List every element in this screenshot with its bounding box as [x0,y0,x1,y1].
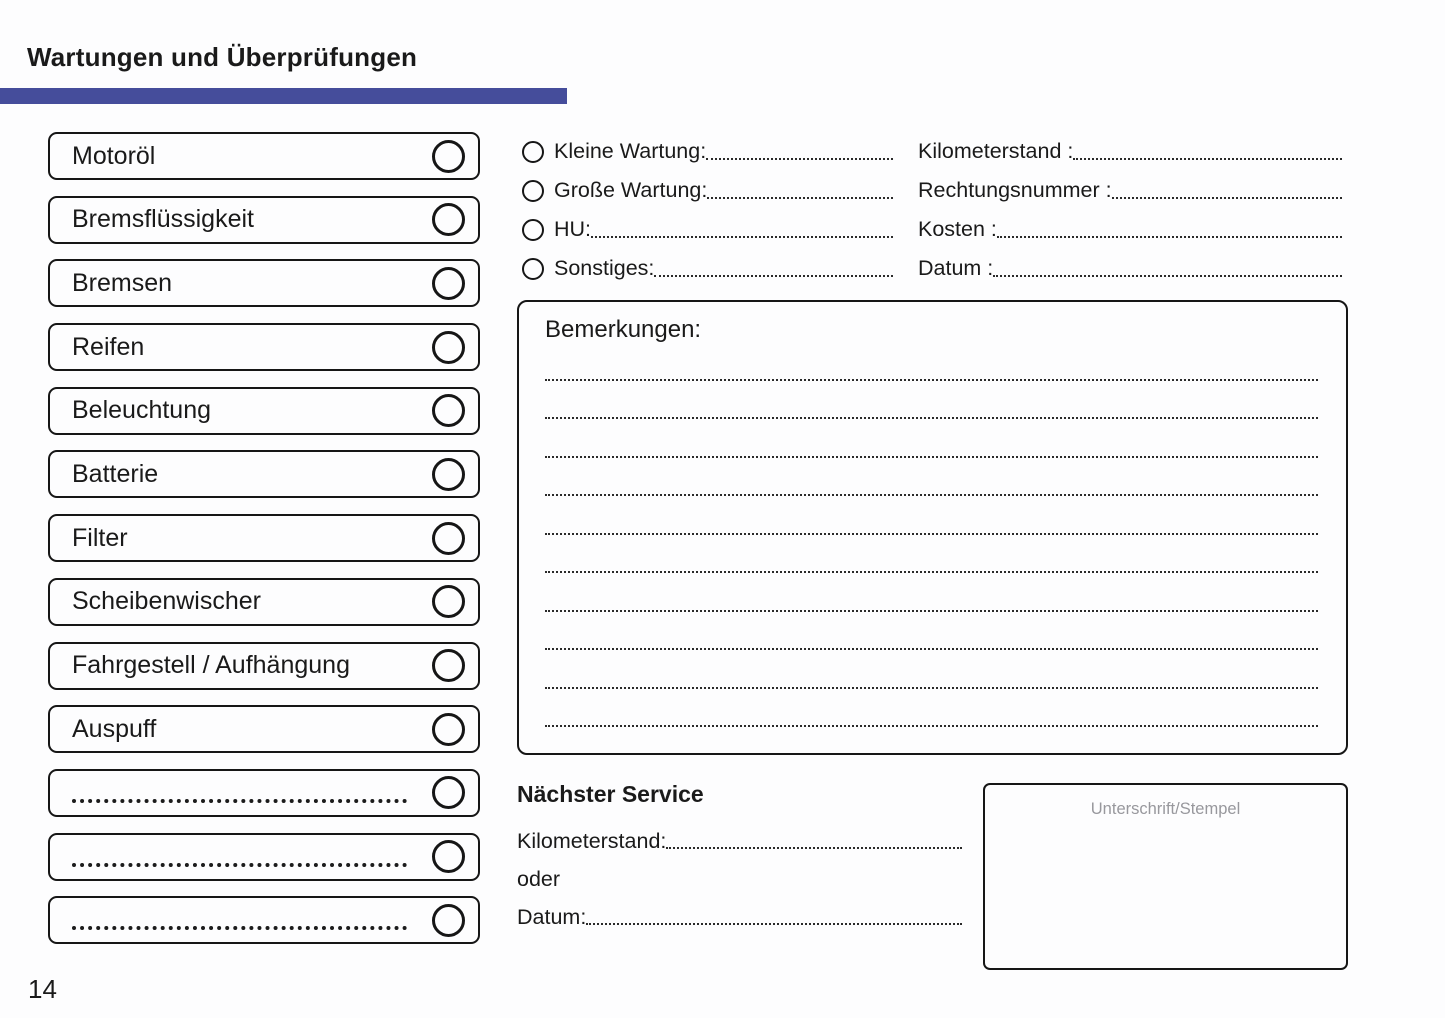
field-label: Rechtungsnummer : [918,178,1112,202]
check-circle[interactable] [432,904,465,937]
service-type-label: Kleine Wartung: [554,139,707,163]
checklist-item-label: Reifen [72,332,145,361]
remarks-fill-line[interactable] [545,573,1318,612]
check-circle[interactable] [432,649,465,682]
next-service-title: Nächster Service [517,781,704,807]
signature-label: Unterschrift/Stempel [1090,800,1241,818]
remarks-fill-line[interactable] [545,381,1318,420]
field-label: Kilometerstand: [517,828,667,853]
checklist-item-label: Batterie [72,459,159,488]
check-circle[interactable] [432,522,465,555]
blank-item-fill-line[interactable] [72,926,407,930]
service-type-options [522,132,893,288]
radio-circle[interactable] [522,258,544,280]
check-circle[interactable] [432,585,465,618]
next-service-kilometerstand [517,822,962,860]
remarks-fill-line[interactable] [545,689,1318,728]
field-label: Kilometerstand : [918,139,1074,163]
radio-circle[interactable] [522,180,544,202]
checklist-item-bremsen [48,259,480,307]
checklist-item-fahrgestell [48,642,480,690]
service-type-sonstiges [522,249,893,288]
fill-in-line[interactable] [1073,158,1342,160]
signature-stamp-area[interactable] [983,783,1348,970]
checklist-item-label: Motoröl [72,141,156,170]
check-circle[interactable] [432,840,465,873]
checklist-item-label: Auspuff [72,714,157,743]
field-label: Kosten : [918,217,997,241]
remarks-fill-line[interactable] [545,535,1318,574]
checklist-item-auspuff [48,705,480,753]
checklist-item-label: Bremsflüssigkeit [72,205,254,234]
field-label: Datum: [517,904,587,929]
checklist-item-scheibenwischer [48,578,480,626]
fill-in-line[interactable] [1112,197,1342,199]
field-label: Datum : [918,256,994,280]
service-type-label: HU: [554,217,592,241]
remarks-lines [545,342,1318,727]
blank-item-fill-line[interactable] [72,799,407,803]
checklist-item-blank [48,769,480,817]
remarks-fill-line[interactable] [545,612,1318,651]
fill-in-line[interactable] [706,158,893,160]
check-circle[interactable] [432,458,465,491]
checklist-item-label: Bremsen [72,268,173,297]
fill-in-line[interactable] [591,236,893,238]
checklist-item-beleuchtung [48,387,480,435]
remarks-fill-line[interactable] [545,342,1318,381]
check-circle[interactable] [432,394,465,427]
checklist-item-reifen [48,323,480,371]
checklist-item-blank [48,833,480,881]
remarks-title: Bemerkungen: [545,316,702,343]
checklist-item-batterie [48,450,480,498]
remarks-fill-line[interactable] [545,496,1318,535]
check-circle[interactable] [432,140,465,173]
fill-in-line[interactable] [707,197,893,199]
checklist-item-blank [48,896,480,944]
checklist-item-label: Beleuchtung [72,396,212,425]
field-label: oder [517,866,561,891]
remarks-fill-line[interactable] [545,650,1318,689]
checklist-item-label: Fahrgestell / Aufhängung [72,651,350,679]
checklist-item-filter [48,514,480,562]
fill-in-line[interactable] [654,275,893,277]
field-datum [918,249,1342,288]
service-type-label: Große Wartung: [554,178,708,202]
next-service-section [517,781,962,936]
fill-in-line[interactable] [586,923,962,925]
title-underline-bar [0,88,567,104]
service-type-hu [522,210,893,249]
inspection-checklist [48,132,480,944]
checklist-item-bremsfluessigkeit [48,196,480,244]
remarks-fill-line[interactable] [545,419,1318,458]
field-kosten [918,210,1342,249]
field-kilometerstand [918,132,1342,171]
checklist-item-motoroel [48,132,480,180]
next-service-oder [517,860,962,898]
fill-in-line[interactable] [997,236,1342,238]
radio-circle[interactable] [522,141,544,163]
service-detail-fields [918,132,1342,288]
fill-in-line[interactable] [666,847,962,849]
radio-circle[interactable] [522,219,544,241]
check-circle[interactable] [432,267,465,300]
check-circle[interactable] [432,776,465,809]
page-number: 14 [28,974,57,1004]
blank-item-fill-line[interactable] [72,863,407,867]
checklist-item-label: Filter [72,523,128,552]
field-rechtungsnummer [918,171,1342,210]
checklist-item-label: Scheibenwischer [72,587,261,616]
service-type-kleine-wartung [522,132,893,171]
service-type-grosse-wartung [522,171,893,210]
service-type-label: Sonstiges: [554,256,655,280]
fill-in-line[interactable] [993,275,1342,277]
check-circle[interactable] [432,713,465,746]
page-title: Wartungen und Überprüfungen [27,42,418,72]
check-circle[interactable] [432,331,465,364]
check-circle[interactable] [432,203,465,236]
remarks-fill-line[interactable] [545,458,1318,497]
next-service-datum [517,898,962,936]
remarks-box [517,300,1348,755]
